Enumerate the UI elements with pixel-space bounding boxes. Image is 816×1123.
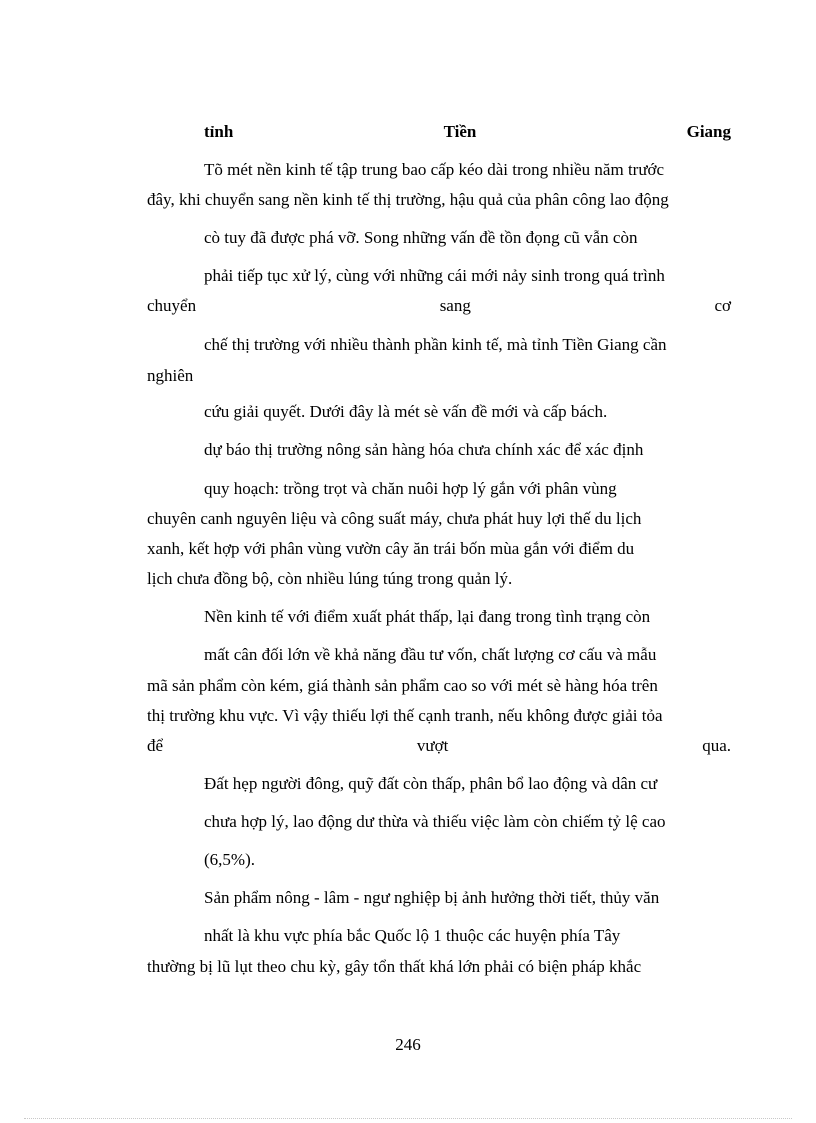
text-word: qua. — [702, 736, 731, 755]
heading-word: Tiền — [443, 122, 477, 141]
text-line: đây, khi chuyển sang nền kinh tế thị trường, hậu quả của phân công lao động — [147, 190, 669, 209]
text-word: chuyển — [147, 296, 197, 315]
text-line: nghiên — [147, 366, 194, 385]
text-line: Nền kinh tế với điểm xuất phát thấp, lại đang trong tình trạng còn — [204, 607, 651, 626]
text-word: để — [147, 736, 164, 755]
heading-word: Giang — [686, 122, 731, 141]
justified-line — [147, 735, 731, 757]
text-line: Đất hẹp người đông, quỹ đất còn thấp, phân bổ lao động và dân cư — [204, 774, 658, 793]
text-line: Sản phẩm nông - lâm - ngư nghiệp bị ảnh hưởng thời tiết, thủy văn — [204, 888, 660, 907]
text-line: thường bị lũ lụt theo chu kỳ, gây tổn thất khá lớn phải có biện pháp khắc — [147, 957, 642, 976]
text-line: quy hoạch: trồng trọt và chăn nuôi hợp lý gắn với phân vùng — [204, 479, 617, 498]
text-word: sang — [439, 296, 471, 315]
page-number: 246 — [395, 1035, 421, 1054]
text-line: cò tuy đã được phá vỡ. Song những vấn đề tồn đọng cũ vẫn còn — [204, 228, 638, 247]
text-word: vượt — [416, 736, 449, 755]
page-bottom-divider — [24, 1118, 792, 1119]
text-line: xanh, kết hợp với phân vùng vườn cây ăn trái bốn mùa gắn với điểm du — [147, 539, 635, 558]
text-line: dự báo thị trường nông sản hàng hóa chưa chính xác để xác định — [204, 440, 644, 459]
text-line: nhất là khu vực phía bắc Quốc lộ 1 thuộc các huyện phía Tây — [204, 926, 621, 945]
section-heading — [204, 121, 731, 143]
text-line: chuyên canh nguyên liệu và công suất máy, chưa phát huy lợi thế du lịch — [147, 509, 642, 528]
text-line: chưa hợp lý, lao động dư thừa và thiếu việc làm còn chiếm tỷ lệ cao — [204, 812, 666, 831]
text-line: Tõ mét nền kinh tế tập trung bao cấp kéo dài trong nhiều năm trước — [204, 160, 665, 179]
text-line: mất cân đối lớn về khả năng đầu tư vốn, chất lượng cơ cấu và mẫu — [204, 645, 657, 664]
text-line: phải tiếp tục xử lý, cùng với những cái mới nảy sinh trong quá trình — [204, 266, 665, 285]
text-line: lịch chưa đồng bộ, còn nhiều lúng túng trong quản lý. — [147, 569, 513, 588]
text-line: chế thị trường với nhiều thành phần kinh tế, mà tỉnh Tiền Giang cần — [204, 335, 667, 354]
text-line: mã sản phẩm còn kém, giá thành sản phẩm cao so với mét sè hàng hóa trên — [147, 676, 658, 695]
text-line: (6,5%). — [204, 850, 255, 869]
text-line: thị trường khu vực. Vì vậy thiếu lợi thế cạnh tranh, nếu không được giải tỏa — [147, 706, 663, 725]
text-word: cơ — [714, 296, 731, 315]
justified-line — [147, 295, 731, 317]
text-line: cứu giải quyết. Dưới đây là mét sè vấn đề mới và cấp bách. — [204, 402, 608, 421]
heading-word: tỉnh — [204, 122, 234, 141]
